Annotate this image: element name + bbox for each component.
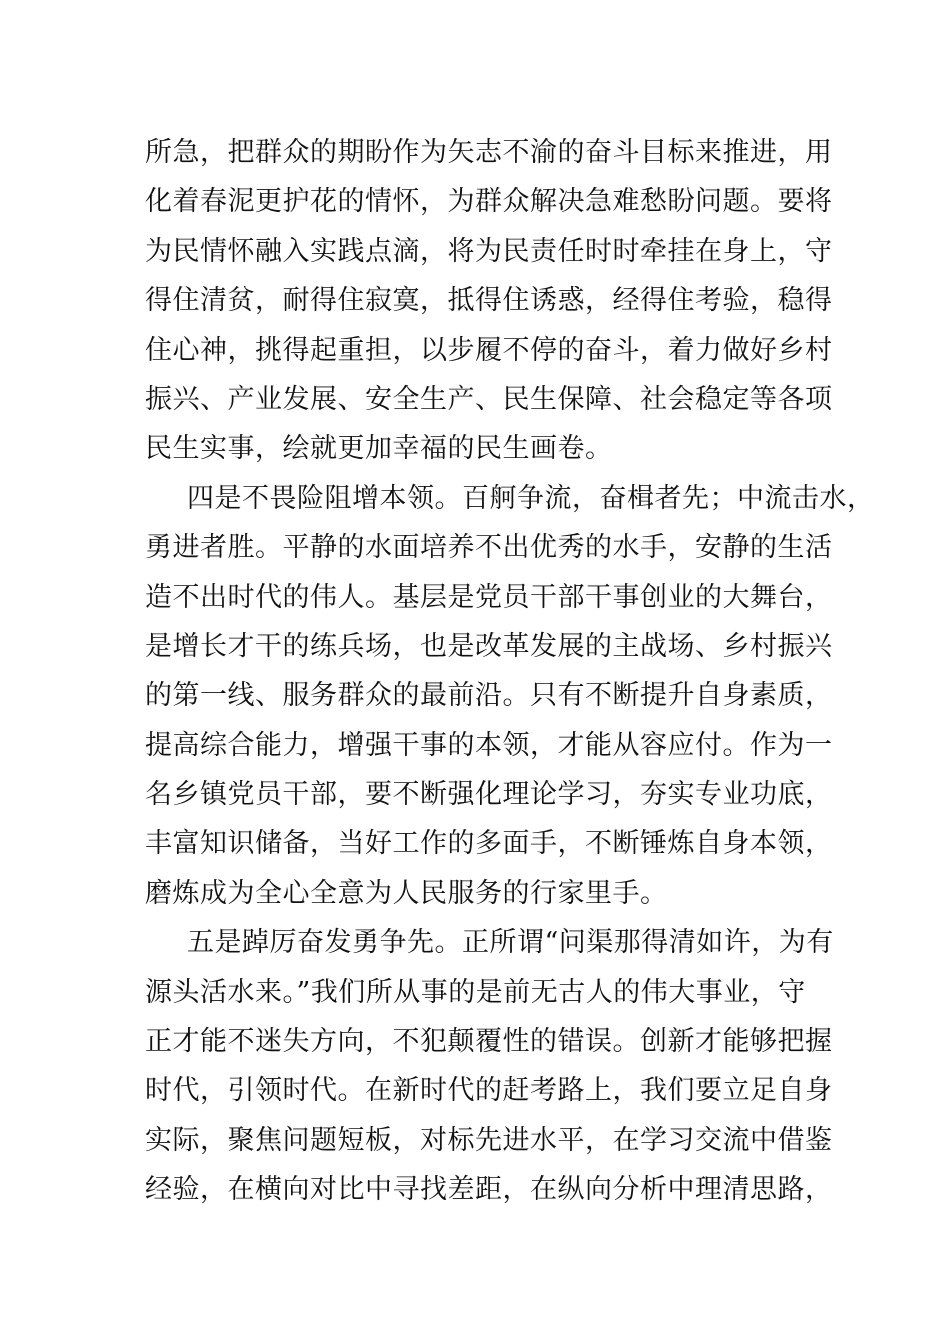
text-line: 振兴、产业发展、安全生产、民生保障、社会稳定等各项 bbox=[145, 383, 833, 415]
text-line: 实际，聚焦问题短板，对标先进水平，在学习交流中借鉴 bbox=[145, 1124, 833, 1156]
text-line: 化着春泥更护花的情怀，为群众解决急难愁盼问题。要将 bbox=[145, 186, 833, 218]
text-line: 磨炼成为全心全意为人民服务的行家里手。 bbox=[145, 877, 668, 909]
text-line: 是增长才干的练兵场，也是改革发展的主战场、乡村振兴 bbox=[145, 630, 833, 662]
text-line: 经验，在横向对比中寻找差距，在纵向分析中理清思路， bbox=[145, 1174, 833, 1206]
text-line: 所急，把群众的期盼作为矢志不渝的奋斗目标来推进，用 bbox=[145, 137, 833, 168]
text-line: 名乡镇党员干部，要不断强化理论学习，夯实专业功底， bbox=[145, 779, 833, 811]
text-line: 勇进者胜。平静的水面培养不出优秀的水手，安静的生活 bbox=[145, 532, 833, 564]
text-line: 正才能不迷失方向，不犯颠覆性的错误。创新才能够把握 bbox=[145, 1026, 833, 1058]
text-line: 的第一线、服务群众的最前沿。只有不断提升自身素质， bbox=[145, 680, 833, 712]
text-line: 时代，引领时代。在新时代的赶考路上，我们要立足自身 bbox=[145, 1075, 833, 1107]
text-line: 为民情怀融入实践点滴，将为民责任时时牵挂在身上，守 bbox=[145, 235, 833, 267]
text-line: 得住清贫，耐得住寂寞，抵得住诱惑，经得住考验，稳得 bbox=[145, 285, 833, 317]
paragraph-3 bbox=[145, 918, 845, 1214]
text-line: 造不出时代的伟人。基层是党员干部干事创业的大舞台， bbox=[145, 581, 833, 613]
text-line: 丰富知识储备，当好工作的多面手，不断锤炼自身本领， bbox=[145, 828, 833, 860]
text-line: 民生实事，绘就更加幸福的民生画卷。 bbox=[145, 433, 613, 465]
paragraph-2 bbox=[145, 474, 875, 919]
text-line: 住心神，挑得起重担，以步履不停的奋斗，着力做好乡村 bbox=[145, 334, 833, 366]
text-line: 源头活水来。”我们所从事的是前无古人的伟大事业，守 bbox=[145, 976, 806, 1008]
text-line: 提高综合能力，增强干事的本领，才能从容应付。作为一 bbox=[145, 729, 833, 761]
text-line: 四是不畏险阻增本领。百舸争流，奋楫者先；中流击水， bbox=[187, 482, 875, 514]
body-text bbox=[145, 128, 875, 1215]
paragraph-1 bbox=[145, 128, 845, 474]
text-line: 五是踔厉奋发勇争先。正所谓“问渠那得清如许，为有 bbox=[187, 927, 834, 959]
